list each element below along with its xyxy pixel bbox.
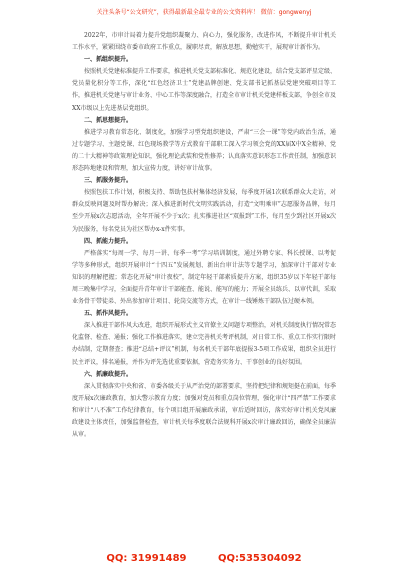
section-heading: 四、抓能力提升。 bbox=[84, 237, 133, 245]
qq-contact: QQ: 31991489 bbox=[106, 553, 187, 564]
section-paragraph: 严格落实“每周一学、每月一讲、每季一考”学习培训制度，通过外聘专家、科长授课、以考促学等多种形式，组织开展审计“十四五”发展规划、新出台审计法等专题学习，加深审计干部对专业知识的理解把握；常态化开展“审计夜校”，制定年轻干部素质提升方案，组织35岁以下年轻干部每周三晚集中学习，全面提升青年审计干部能查、能说、能写的能力；开展全员练兵、以审代训，采取业务骨干带徒弟、外出参加审计项目、轮岗交流等方式，在审计一线锤炼干部队伍过硬本领。 bbox=[72, 249, 337, 306]
document-body bbox=[72, 30, 336, 441]
promo-banner: 关注头条号“公文研究”，获得最新最全最专业的公文资料库！ 微信：gongwenyj bbox=[96, 9, 312, 16]
qq-contact-secondary: QQ:535304092 bbox=[218, 553, 302, 564]
section-paragraph: 按照包扶工作计划，积极支持、帮助包扶村集体经济发展，每季度开展1次联系群众大走访，对群众反映问题及时帮办解决；深入推进新时代文明实践活动，打造“文明乘审”志愿服务品牌，每月至少开展x次志愿活动，全年开展不少于x次；扎实推进社区“双报到”工作，每月至少到社区开展x次为民服务，每名党员为社区帮办x-x件实事。 bbox=[72, 189, 336, 233]
section-heading: 五、抓作风提升。 bbox=[84, 310, 133, 318]
section-heading: 六、抓廉政提升。 bbox=[84, 370, 133, 378]
section-paragraph: 深入推进干部作风大改进，组织开展形式主义官僚主义问题专项整治，对机关制度执行情况常态化监督、检查、通报；强化工作推进落实，建立完善机关考评机制，对日常工作、重点工作实行限时办结制，定期督查；推进“总结+评议”机制，每名机关干部年底提报3-5项工作成果，组织全员进行民主评议，排名通报，并作为评先选优重要依据，营造务实务力、干事创业的良好氛围。 bbox=[72, 322, 337, 366]
contact-footer bbox=[0, 553, 408, 565]
intro-paragraph: 2022年，市审计局着力提升党组织凝聚力、向心力，强化服务，改进作风，不断提升审计机关工作水平，紧紧围绕市委市政府工作重点，履职尽责，解放思想，勤勉实干，展现审计新作为。 bbox=[72, 32, 336, 52]
section-paragraph: 按照机关党建标准提升工作要求，推进机关党支部标准化、规范化建设，结合党支部评星定级、党员量化积分等工作，深化“红色经济卫士”党建品牌创建、党支部书记抓基层党建突破项目等工作，推进机关党建与审计业务、中心工作等深度融合，打造全市审计机关党建样板支部，争创全市及XX市级以上先进基层党组织。 bbox=[72, 68, 337, 112]
section-paragraph: 推进学习教育常态化、制度化，加强学习型党组织建设，严肃“三会一课”等党内政治生活，通过专题学习、主题党课、红色现场教学等方式教育干部职工深入学习领会党的XX届X中X全精神、党的二十大精神等政策理论知识，强化理论武装和党性修养；认真落实意识形态工作责任制，加强意识形态阵地建设和管理，加大宣传力度，讲好审计故事。 bbox=[72, 128, 337, 173]
section-paragraph: 深入贯彻落实中央和省、市委各级关于从严治党的部署要求，坚持把纪律和规矩挺在前面，每季度开展x次廉政教育，加大警示教育力度；加强对党员和重点岗位管理，强化审计“四严禁”工作要求和审计“八不准”工作纪律教育，每个项目组开展廉政承诺，审后适时回访，落实好审计机关党风廉政建设主体责任，加强监督检查，审计机关每季度联合法规科开展x次审计廉政回访，确保全员廉洁从审。 bbox=[72, 382, 337, 439]
section-heading: 二、抓思想提升。 bbox=[84, 116, 133, 124]
section-heading: 三、抓服务提升。 bbox=[84, 177, 133, 185]
section-heading: 一、抓组织提升。 bbox=[84, 56, 133, 64]
